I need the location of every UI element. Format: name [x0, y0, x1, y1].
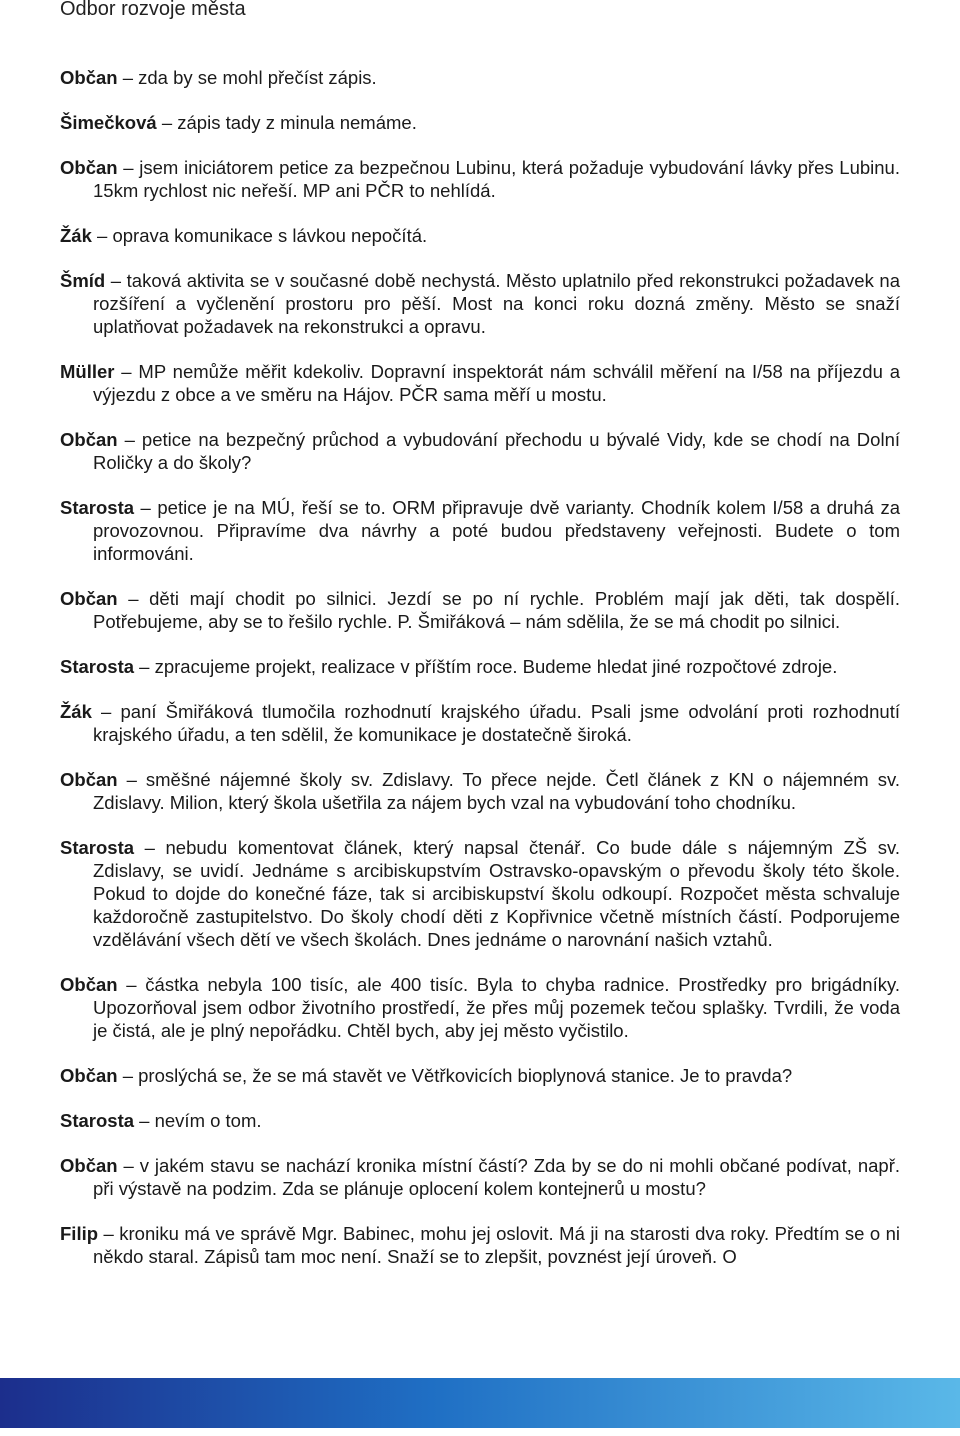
entry-text: – zda by se mohl přečíst zápis.: [117, 67, 377, 88]
entry-text: – částka nebyla 100 tisíc, ale 400 tisíc. Byla to chyba radnice. Prostředky pro brigádníky. Upozorňoval jsem odbor životního prostředí, že přes můj pozemek tečou splašky. Tvrdili, že voda je čistá, ale je plný nepořádku. Chtěl bych, aby jej město vyčistilo.: [93, 974, 900, 1041]
minutes-entry: [60, 111, 900, 134]
entry-text: – v jakém stavu se nachází kronika místní částí? Zda by se do ni mohli občané podívat, např. při výstavě na podzim. Zda se plánuje oplocení kolem kontejnerů u mostu?: [93, 1155, 900, 1199]
speaker-name: Občan: [60, 157, 118, 178]
minutes-entry: [60, 1064, 900, 1087]
entry-text: – zpracujeme projekt, realizace v příštím roce. Budeme hledat jiné rozpočtové zdroje.: [134, 656, 838, 677]
entry-text: – paní Šmiřáková tlumočila rozhodnutí krajského úřadu. Psali jsme odvolání proti rozhodnutí krajského úřadu, a ten sdělil, že komunikace je dostatečně široká.: [91, 701, 900, 745]
speaker-name: Šmíd: [60, 270, 106, 291]
speaker-name: Müller: [60, 361, 115, 382]
entry-text: – kroniku má ve správě Mgr. Babinec, mohu jej oslovit. Má ji na starosti dva roky. Předtím se o ni někdo staral. Zápisů tam moc není. Snaží se to zlepšit, povznést její úroveň. O: [93, 1223, 900, 1267]
speaker-name: Filip: [60, 1223, 99, 1244]
minutes-entry: [60, 836, 900, 951]
entry-text: – petice na bezpečný průchod a vybudování přechodu u bývalé Vidy, kde se chodí na Dolní Roličky a do školy?: [93, 429, 900, 473]
minutes-body: [60, 66, 900, 1290]
speaker-name: Občan: [60, 67, 118, 88]
entry-text: – oprava komunikace s lávkou nepočítá.: [91, 225, 428, 246]
entry-text: – děti mají chodit po silnici. Jezdí se po ní rychle. Problém mají jak děti, tak dospělí. Potřebujeme, aby se to řešilo rychle. P. Šmiřáková – nám sdělila, že se má chodit po silnici.: [93, 588, 900, 632]
minutes-entry: [60, 1109, 900, 1132]
speaker-name: Občan: [60, 429, 118, 450]
speaker-name: Občan: [60, 1065, 118, 1086]
speaker-name: Občan: [60, 588, 118, 609]
minutes-entry: [60, 496, 900, 565]
minutes-entry: [60, 700, 900, 746]
minutes-entry: [60, 156, 900, 202]
speaker-name: Šimečková: [60, 112, 157, 133]
speaker-name: Občan: [60, 769, 118, 790]
entry-text: – jsem iniciátorem petice za bezpečnou Lubinu, která požaduje vybudování lávky přes Lubinu. 15km rychlost nic neřeší. MP ani PČR to nehlídá.: [93, 157, 900, 201]
minutes-entry: [60, 360, 900, 406]
entry-text: – nebudu komentovat článek, který napsal čtenář. Co bude dále s nájemným ZŠ sv. Zdislavy, se uvidí. Jednáme s arcibiskupstvím Ostravsko-opavským o převodu školy této škole. Pokud to dojde do konečné fáze, tak si arcibiskupství školu odkoupí. Rozpočet města schvaluje každoročně zastupitelstvo. Do školy chodí děti z Kopřivnice včetně místních částí. Podporujeme vzdělávání všech dětí ve všech školách. Dnes jednáme o narovnání našich vztahů.: [93, 837, 900, 950]
footer-gradient-bar: [0, 1378, 960, 1428]
minutes-entry: [60, 1154, 900, 1200]
entry-text: – proslýchá se, že se má stavět ve Větřkovicích bioplynová stanice. Je to pravda?: [117, 1065, 793, 1086]
speaker-name: Starosta: [60, 497, 135, 518]
entry-text: – zápis tady z minula nemáme.: [156, 112, 417, 133]
entry-text: – petice je na MÚ, řeší se to. ORM připravuje dvě varianty. Chodník kolem I/58 a druhá za provozovnou. Připravíme dva návrhy a poté budou představeny veřejnosti. Budete o tom informováni.: [93, 497, 900, 564]
speaker-name: Starosta: [60, 837, 135, 858]
speaker-name: Občan: [60, 974, 118, 995]
minutes-entry: [60, 269, 900, 338]
entry-text: – MP nemůže měřit kdekoliv. Dopravní inspektorát nám schválil měření na I/58 na příjezdu a výjezdu z obce a ve směru na Hájov. PČR sama měří u mostu.: [93, 361, 900, 405]
minutes-entry: [60, 224, 900, 247]
speaker-name: Starosta: [60, 656, 135, 677]
minutes-entry: [60, 428, 900, 474]
page-header: Odbor rozvoje města: [60, 0, 246, 20]
speaker-name: Starosta: [60, 1110, 135, 1131]
minutes-entry: [60, 1222, 900, 1268]
speaker-name: Občan: [60, 1155, 118, 1176]
minutes-entry: [60, 768, 900, 814]
entry-text: – směšné nájemné školy sv. Zdislavy. To přece nejde. Četl článek z KN o nájemném sv. Zdislavy. Milion, který škola ušetřila za nájem bych vzal na vybudování toho chodníku.: [93, 769, 900, 813]
entry-text: – nevím o tom.: [134, 1110, 262, 1131]
speaker-name: Žák: [60, 225, 92, 246]
minutes-entry: [60, 66, 900, 89]
minutes-entry: [60, 973, 900, 1042]
minutes-entry: [60, 587, 900, 633]
entry-text: – taková aktivita se v současné době nechystá. Město uplatnilo před rekonstrukci požadavek na rozšíření a vyčlenění prostoru pro pěší. Most na konci roku dozná změny. Město se snaží uplatňovat požadavek na rekonstrukci a opravu.: [93, 270, 900, 337]
speaker-name: Žák: [60, 701, 92, 722]
minutes-entry: [60, 655, 900, 678]
